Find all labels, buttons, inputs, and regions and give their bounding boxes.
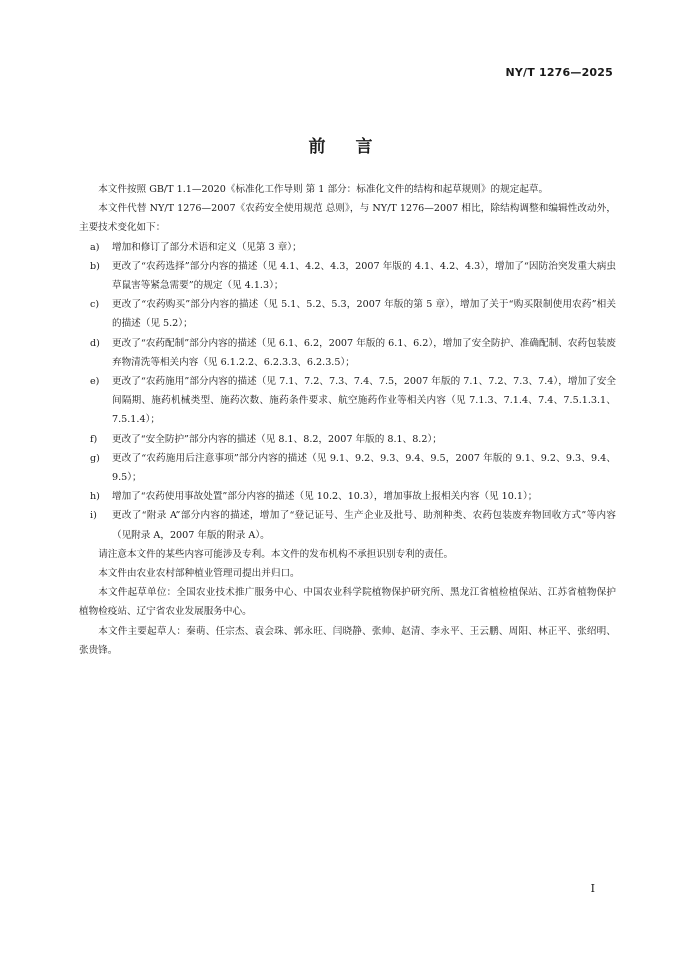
page-number: I — [590, 882, 595, 895]
foreword-body — [79, 180, 616, 660]
patent-notice-paragraph: 请注意本文件的某些内容可能涉及专利。本文件的发布机构不承担识别专利的责任。 — [98, 548, 454, 560]
list-item — [79, 449, 616, 487]
list-item-text: 更改了“农药选择”部分内容的描述（见 4.1、4.2、4.3，2007 年版的 4.1、4.2、4.3），增加了“因防治突发重大病虫草鼠害等紧急需要”的规定（见 4.1.3）； — [112, 260, 616, 292]
list-item-marker: c) — [90, 299, 100, 311]
list-item — [79, 238, 616, 257]
list-item — [79, 295, 616, 333]
list-item-marker: b) — [90, 260, 100, 272]
document-number: NY/T 1276—2025 — [505, 66, 613, 79]
list-item-marker: h) — [90, 491, 100, 503]
list-item — [79, 334, 616, 372]
list-item-text: 更改了“农药购买”部分内容的描述（见 5.1、5.2、5.3，2007 年版的第 5 章），增加了关于“购买限制使用农药”相关的描述（见 5.2）； — [112, 299, 616, 330]
list-item-text: 更改了“农药施用后注意事项”部分内容的描述（见 9.1、9.2、9.3、9.4、9.5，2007 年版的 9.1、9.2、9.3、9.4、9.5）； — [112, 452, 616, 484]
list-item-text: 更改了“农药施用”部分内容的描述（见 7.1、7.2、7.3、7.4、7.5，2007 年版的 7.1、7.2、7.3、7.4），增加了安全间隔期、施药机械类型、施药次数、施药条件要求、航空施药作业等相关内容（见 7.1.3、7.1.4、7.4、7.5.1.3.1、7.5.1.4）； — [112, 376, 616, 426]
list-item-marker: i) — [90, 510, 97, 522]
list-item — [79, 257, 616, 295]
list-item-text: 增加了“农药使用事故处置”部分内容的描述（见 10.2、10.3），增加事故上报相关内容（见 10.1）； — [112, 491, 538, 503]
page-title: 前言 — [308, 137, 403, 157]
list-item — [79, 372, 616, 430]
list-item — [79, 506, 616, 544]
list-item-marker: f) — [90, 433, 98, 445]
drafters-paragraph: 本文件主要起草人：秦萌、任宗杰、袁会珠、郭永旺、闫晓静、张帅、赵清、李永平、王云鹏、周阳、林正平、张绍明、张贵锋。 — [79, 625, 616, 656]
changes-list — [79, 238, 616, 545]
list-item — [79, 430, 616, 449]
list-item — [79, 487, 616, 506]
list-item-text: 更改了“安全防护”部分内容的描述（见 8.1、8.2，2007 年版的 8.1、8.2）； — [112, 433, 442, 445]
drafting-units-paragraph: 本文件起草单位：全国农业技术推广服务中心、中国农业科学院植物保护研究所、黑龙江省植检植保站、江苏省植物保护植物检疫站、辽宁省农业发展服务中心。 — [79, 587, 616, 618]
list-item-marker: g) — [90, 452, 100, 464]
proposer-paragraph: 本文件由农业农村部种植业管理司提出并归口。 — [98, 568, 300, 580]
list-item-marker: e) — [90, 376, 100, 388]
list-item-text: 增加和修订了部分术语和定义（见第 3 章）； — [112, 241, 302, 253]
list-item-text: 更改了“附录 A”部分内容的描述，增加了“登记证号、生产企业及批号、助剂种类、农药包装废弃物回收方式”等内容（见附录 A，2007 年版的附录 A）。 — [112, 510, 616, 541]
list-item-text: 更改了“农药配制”部分内容的描述（见 6.1、6.2，2007 年版的 6.1、6.2），增加了安全防护、准确配制、农药包装废弃物清洗等相关内容（见 6.1.2.2、6.2.3.3、6.2.3.5）； — [112, 337, 616, 368]
intro-paragraph-replacement: 本文件代替 NY/T 1276—2007《农药安全使用规范 总则》，与 NY/T 1276—2007 相比，除结构调整和编辑性改动外，主要技术变化如下： — [79, 203, 616, 234]
list-item-marker: d) — [90, 337, 100, 349]
intro-paragraph-drafting: 本文件按照 GB/T 1.1—2020《标准化工作导则 第 1 部分：标准化文件的结构和起草规则》的规定起草。 — [98, 184, 549, 195]
list-item-marker: a) — [90, 241, 100, 253]
